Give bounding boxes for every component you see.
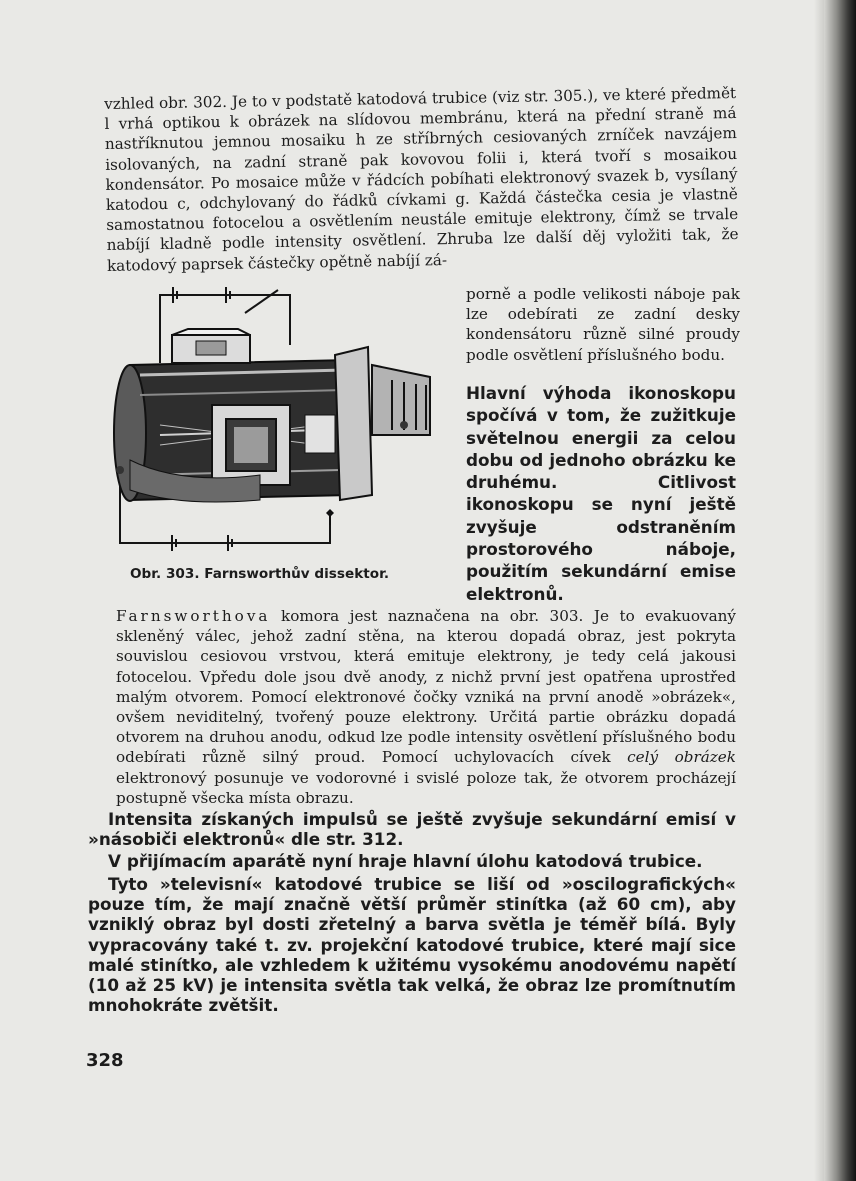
- paragraph-tubes: Tyto »televisní« katodové trubice se liší od »oscilografických« pouze tím, že mají značně větší průměr stinítka (až 60 cm), aby vzniklý obraz byl dosti zřetelný a barva světla je téměř bílá. Byly vypracovány také t. zv. projekční katodové trubice, které mají sice malé stinítko, ale vzhledem k užitému vysokému anodovému napětí (10 až 25 kV) je intensita světla tak velká, že obraz lze promítnutím mnohokráte zvětšit.: [88, 874, 736, 1016]
- farnsworth-spaced-word: Farnsworthova: [116, 607, 271, 625]
- paragraph-iconoscope-continued: porně a podle velikosti náboje pak lze odebírati ze zadní desky kondensátoru různě silné proudy podle osvětlení příslušného bodu.: [466, 285, 740, 364]
- paragraph-intensity: Intensita získaných impulsů se ještě zvyšuje sekundární emisí v »násobiči elektronů« dle str. 312.: [88, 809, 736, 850]
- paragraph-receiver: V přijímacím aparátě nyní hraje hlavní úlohu katodová trubice.: [108, 851, 703, 871]
- paragraph-farnsworth: [116, 606, 736, 808]
- page-gutter-shadow: [814, 0, 824, 1181]
- farnsworth-text-end: elektronový posunuje ve vodorovné i svislé poloze tak, že otvorem procházejí postupně všecka místa obrazu.: [116, 768, 736, 807]
- dissector-tube-illustration: [100, 285, 452, 560]
- farnsworth-text: komora jest naznačena na obr. 303. Je to evakuovaný skleněný válec, jehož zadní stěna, na kterou dopadá obraz, jest pokryta souvislou cesiovou vrstvou, která emituje elektrony, je tedy celá jakousi fotocelou. Vpředu dole jsou dvě anody, z nichž první jest opatřena uprostřed malým otvorem. Pomocí elektronové čočky vzniká na první anodě »obrázek«, ovšem neviditelný, tvořený pouze elektrony. Určitá partie obrázku dopadá otvorem na druhou anodu, odkud lze podle intensity osvětlení příslušného bodu odebírati různě silný proud. Pomocí uchylovacích cívek: [116, 607, 737, 767]
- farnsworth-italic: celý obrázek: [627, 748, 736, 767]
- figure-caption: Obr. 303. Farnsworthův dissektor.: [130, 566, 390, 582]
- paragraph-iconoscope: vzhled obr. 302. Je to v podstatě katodová trubice (viz str. 305.), ve které předmět l vrhá optikou k obrázek na slídovou membránu, která na přední straně má nastříknutou jemnou mosaiku h ze stříbrných cesiovaných zrníček navzájem isolovaných, na zadní straně pak kovovou folii i, která tvoří s mosaikou kondensátor. Po mosaice může v řádcích pobíhati elektronový svazek b, vysílaný katodou c, odchylovaný do řádků cívkami g. Každá částečka cesia je vlastně samostatnou fotocelou a osvětlením neustále emituje elektrony, čímž se trvale nabíjí kladně podle intensity osvětlení. Zhruba lze další děj vyložiti tak, že katodový paprsek částečky opětně nabíjí zá-: [104, 83, 739, 275]
- page-number: 328: [86, 1050, 124, 1071]
- paragraph-iconoscope-advantage: Hlavní výhoda ikonoskopu spočívá v tom, že zužitkuje světelnou energii za celou dobu od jednoho obrázku ke druhému. Citlivost ikonoskopu se nyní ještě zvyšuje odstraněním prostorového náboje, použitím sekundární emise elektronů.: [466, 383, 736, 604]
- book-spine-edge: [824, 0, 856, 1181]
